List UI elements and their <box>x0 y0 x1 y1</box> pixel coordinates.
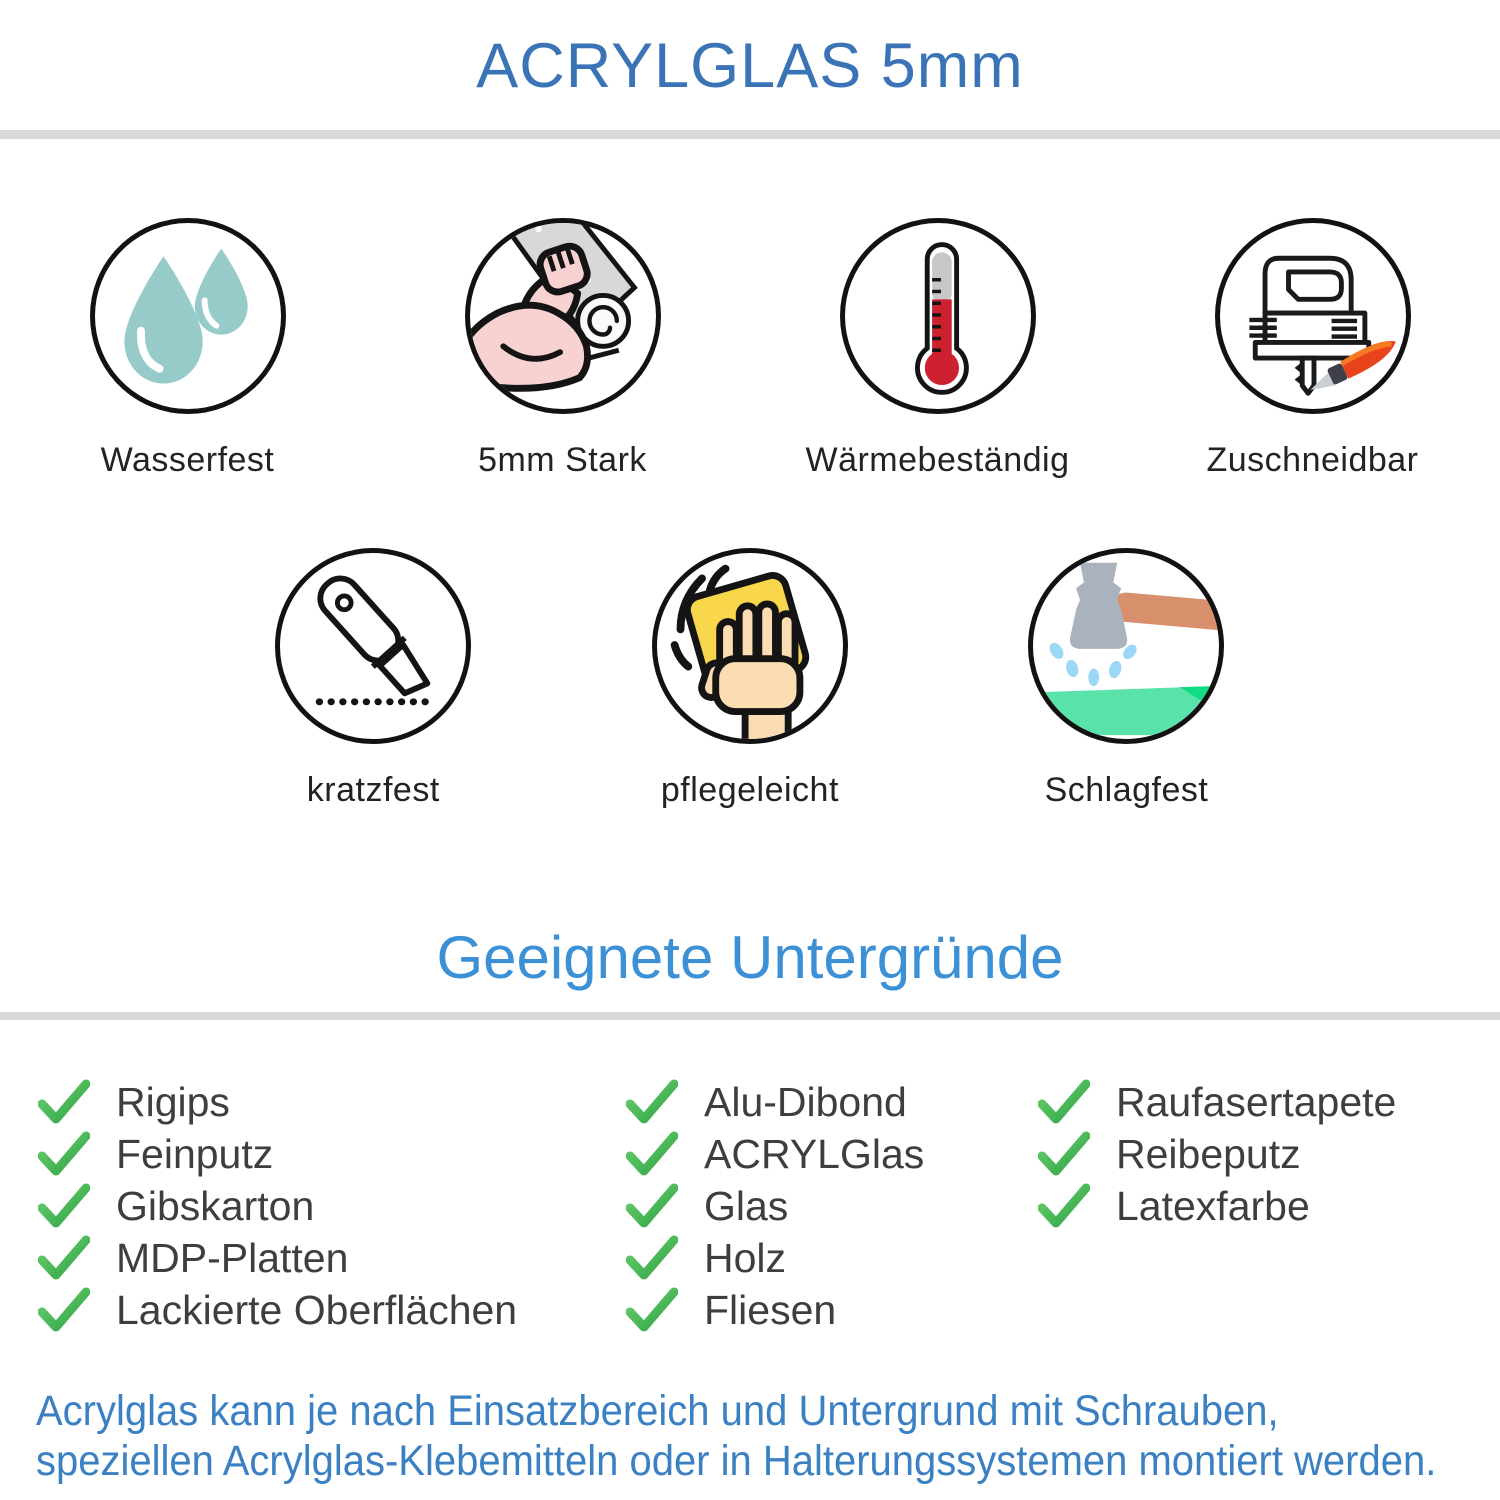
substrate-label: Holz <box>704 1234 787 1281</box>
substrates-column-3 <box>1038 1076 1396 1336</box>
features-row-1 <box>0 218 1500 480</box>
page-title: ACRYLGLAS 5mm <box>476 31 1024 101</box>
check-icon <box>1038 1079 1090 1125</box>
feature-label: Wärmebeständig <box>805 441 1070 479</box>
thermometer-icon <box>840 218 1036 414</box>
check-icon <box>38 1079 90 1125</box>
mounting-note <box>36 1386 1436 1486</box>
feature-schlagfest <box>938 548 1315 810</box>
substrates-column-2 <box>626 1076 1038 1336</box>
substrate-label: Lackierte Oberflächen <box>116 1286 518 1333</box>
check-icon <box>626 1131 678 1177</box>
list-item <box>626 1076 1038 1128</box>
utility-knife-icon <box>275 548 471 744</box>
check-icon <box>38 1131 90 1177</box>
feature-wasserfest <box>0 218 375 480</box>
feature-label: 5mm Stark <box>478 441 647 479</box>
feature-label: kratzfest <box>306 771 440 809</box>
check-icon <box>38 1183 90 1229</box>
mounting-note-line1: Acrylglas kann je nach Einsatzbereich und Untergrund mit Schrauben, <box>36 1387 1279 1435</box>
section-heading: Geeignete Untergründe <box>436 924 1064 991</box>
feature-pflegeleicht <box>562 548 939 810</box>
substrate-label: Latexfarbe <box>1116 1182 1310 1229</box>
jigsaw-cutter-icon <box>1215 218 1411 414</box>
feature-waermebestaendig <box>750 218 1125 480</box>
check-icon <box>1038 1131 1090 1177</box>
list-item <box>38 1128 626 1180</box>
substrate-label: Feinputz <box>116 1130 274 1177</box>
muscle-roll-icon <box>465 218 661 414</box>
substrate-label: Gibskarton <box>116 1182 315 1229</box>
list-item <box>38 1284 626 1336</box>
substrate-label: Reibeputz <box>1116 1130 1301 1177</box>
list-item <box>1038 1128 1396 1180</box>
substrate-label: MDP-Platten <box>116 1234 349 1281</box>
check-icon <box>38 1235 90 1281</box>
list-item <box>1038 1076 1396 1128</box>
check-icon <box>626 1183 678 1229</box>
list-item <box>38 1076 626 1128</box>
substrate-label: Raufasertapete <box>1116 1078 1397 1125</box>
list-item <box>626 1232 1038 1284</box>
check-icon <box>626 1079 678 1125</box>
list-item <box>1038 1180 1396 1232</box>
mounting-note-line2: speziellen Acrylglas-Klebemitteln oder in Halterungssystemen montiert werden. <box>36 1437 1437 1485</box>
substrate-label: ACRYLGlas <box>704 1130 925 1177</box>
check-icon <box>626 1235 678 1281</box>
list-item <box>38 1232 626 1284</box>
divider <box>0 1012 1500 1020</box>
check-icon <box>1038 1183 1090 1229</box>
feature-label: Zuschneidbar <box>1206 441 1419 479</box>
feature-5mm-stark <box>375 218 750 480</box>
feature-label: Schlagfest <box>1044 771 1209 809</box>
substrate-label: Rigips <box>116 1078 230 1125</box>
features-row-2 <box>185 548 1315 810</box>
substrate-label: Glas <box>704 1182 789 1229</box>
water-drops-icon <box>90 218 286 414</box>
hammer-impact-icon <box>1028 548 1224 744</box>
substrates-column-1 <box>38 1076 626 1336</box>
substrate-label: Alu-Dibond <box>704 1078 907 1125</box>
list-item <box>626 1128 1038 1180</box>
substrate-label: Fliesen <box>704 1286 837 1333</box>
feature-kratzfest <box>185 548 562 810</box>
list-item <box>626 1180 1038 1232</box>
list-item <box>626 1284 1038 1336</box>
list-item <box>38 1180 626 1232</box>
divider <box>0 130 1500 139</box>
substrates-section <box>38 1076 1396 1336</box>
check-icon <box>38 1287 90 1333</box>
feature-label: pflegeleicht <box>660 771 839 809</box>
feature-zuschneidbar <box>1125 218 1500 480</box>
check-icon <box>626 1287 678 1333</box>
cleaning-hand-icon <box>652 548 848 744</box>
feature-label: Wasserfest <box>100 441 275 479</box>
